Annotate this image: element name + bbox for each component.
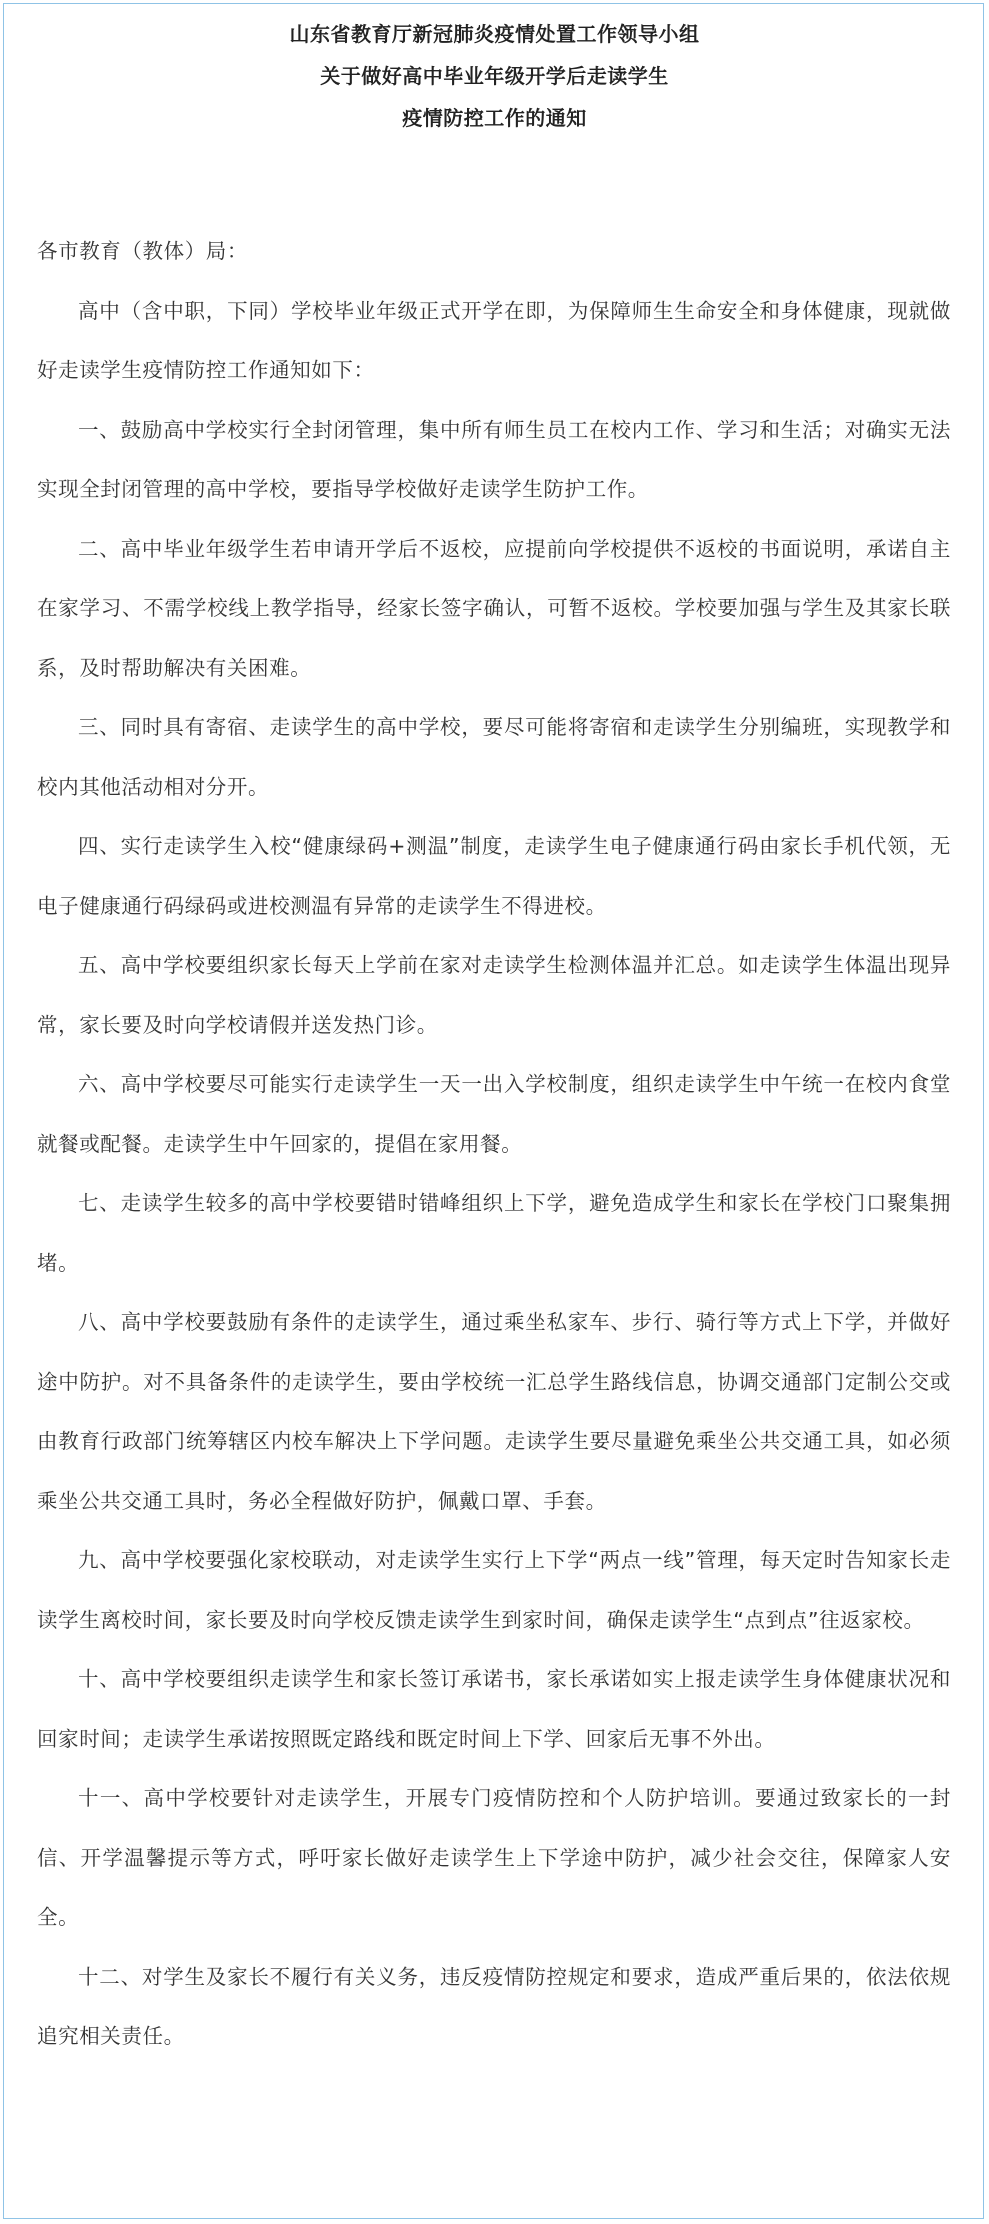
- paragraph-item-3: 三、同时具有寄宿、走读学生的高中学校，要尽可能将寄宿和走读学生分别编班，实现教学和校内其他活动相对分开。: [37, 715, 951, 799]
- title-line-1: 山东省教育厅新冠肺炎疫情处置工作领导小组: [289, 22, 700, 46]
- document-title-block: [0, 14, 989, 140]
- paragraph-item-6: 六、高中学校要尽可能实行走读学生一天一出入学校制度，组织走读学生中午统一在校内食堂就餐或配餐。走读学生中午回家的，提倡在家用餐。: [37, 1072, 951, 1156]
- paragraph-item-10: 十、高中学校要组织走读学生和家长签订承诺书，家长承诺如实上报走读学生身体健康状况和回家时间；走读学生承诺按照既定路线和既定时间上下学、回家后无事不外出。: [37, 1667, 951, 1751]
- paragraph-item-8: 八、高中学校要鼓励有条件的走读学生，通过乘坐私家车、步行、骑行等方式上下学，并做好途中防护。对不具备条件的走读学生，要由学校统一汇总学生路线信息，协调交通部门定制公交或由教育行政部门统筹辖区内校车解决上下学问题。走读学生要尽量避免乘坐公共交通工具，如必须乘坐公共交通工具时，务必全程做好防护，佩戴口罩、手套。: [37, 1310, 951, 1513]
- paragraph-item-5: 五、高中学校要组织家长每天上学前在家对走读学生检测体温并汇总。如走读学生体温出现异常，家长要及时向学校请假并送发热门诊。: [37, 953, 951, 1037]
- paragraph-item-2: 二、高中毕业年级学生若申请开学后不返校，应提前向学校提供不返校的书面说明，承诺自主在家学习、不需学校线上教学指导，经家长签字确认，可暂不返校。学校要加强与学生及其家长联系，及时帮助解决有关困难。: [37, 536, 951, 680]
- paragraph-item-12: 十二、对学生及家长不履行有关义务，违反疫情防控规定和要求，造成严重后果的，依法依规追究相关责任。: [37, 1964, 951, 2048]
- paragraph-item-1: 一、鼓励高中学校实行全封闭管理，集中所有师生员工在校内工作、学习和生活；对确实无法实现全封闭管理的高中学校，要指导学校做好走读学生防护工作。: [37, 417, 951, 501]
- paragraph-item-9: 九、高中学校要强化家校联动，对走读学生实行上下学“两点一线”管理，每天定时告知家长走读学生离校时间，家长要及时向学校反馈走读学生到家时间，确保走读学生“点到点”往返家校。: [37, 1548, 951, 1632]
- document-body: [37, 222, 951, 2067]
- paragraph-item-11: 十一、高中学校要针对走读学生，开展专门疫情防控和个人防护培训。要通过致家长的一封信、开学温馨提示等方式，呼吁家长做好走读学生上下学途中防护，减少社会交往，保障家人安全。: [37, 1786, 951, 1929]
- paragraph-item-7: 七、走读学生较多的高中学校要错时错峰组织上下学，避免造成学生和家长在学校门口聚集拥堵。: [37, 1191, 951, 1275]
- paragraph-item-4: 四、实行走读学生入校“健康绿码+测温”制度，走读学生电子健康通行码由家长手机代领，无电子健康通行码绿码或进校测温有异常的走读学生不得进校。: [37, 834, 951, 918]
- title-line-2: 关于做好高中毕业年级开学后走读学生: [320, 64, 669, 88]
- title-line-3: 疫情防控工作的通知: [402, 106, 587, 130]
- salutation: 各市教育（教体）局：: [37, 239, 248, 263]
- paragraph-intro: 高中（含中职，下同）学校毕业年级正式开学在即，为保障师生生命安全和身体健康，现就做好走读学生疫情防控工作通知如下：: [37, 298, 951, 382]
